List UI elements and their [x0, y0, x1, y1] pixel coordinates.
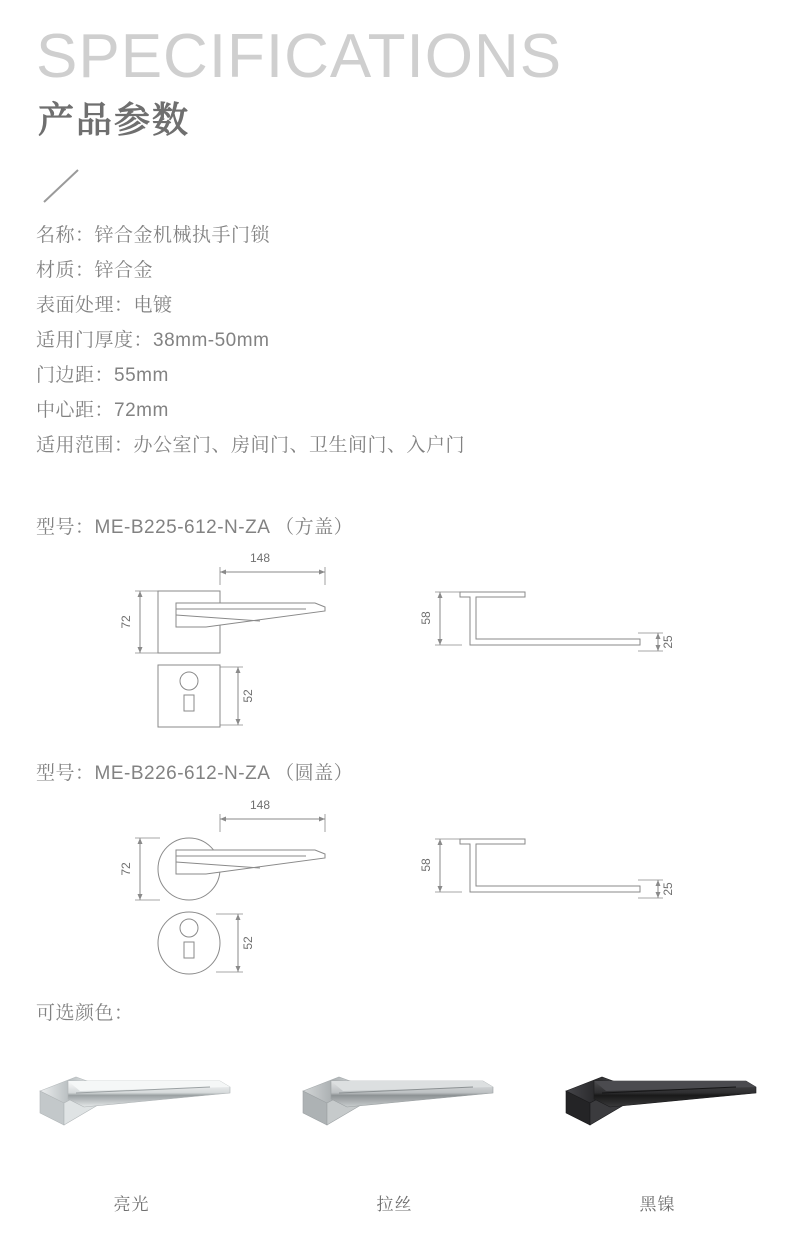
decorative-slash	[42, 168, 86, 204]
dim-lower-square: 52	[241, 689, 255, 703]
dim-width-round: 148	[249, 798, 271, 812]
dim-side-height-square: 58	[419, 611, 433, 625]
model-label-round: 型号：ME-B226-612-N-ZA （圆盖）	[36, 763, 354, 784]
available-colors-label: 可选颜色：	[36, 1003, 134, 1024]
page-title-chinese: 产品参数	[38, 99, 191, 140]
color-option-polished[interactable]	[0, 1036, 263, 1215]
spec-item-backset: 门边距：55mm	[36, 365, 169, 386]
technical-drawing-round	[110, 792, 690, 982]
technical-drawing-square	[110, 545, 690, 735]
dim-side-height-round: 58	[419, 858, 433, 872]
spec-item-application: 适用范围：办公室门、房间门、卫生间门、入户门	[36, 435, 466, 456]
specification-list	[36, 218, 736, 463]
color-name-black-nickel: 黑镍	[639, 1195, 676, 1214]
handle-image-polished	[0, 1036, 263, 1156]
handle-image-brushed	[263, 1036, 526, 1156]
handle-image-black-nickel	[526, 1036, 789, 1156]
color-name-polished: 亮光	[113, 1195, 150, 1214]
spec-item-name: 名称：锌合金机械执手门锁	[36, 225, 271, 246]
spec-item-center-distance: 中心距：72mm	[36, 400, 169, 421]
model-label-square: 型号：ME-B225-612-N-ZA （方盖）	[36, 517, 354, 538]
color-option-black-nickel[interactable]	[526, 1036, 789, 1215]
dim-width-square: 148	[249, 551, 271, 565]
spec-item-material: 材质：锌合金	[36, 260, 154, 281]
dim-height-square: 72	[119, 615, 133, 629]
spec-item-surface: 表面处理：电镀	[36, 295, 173, 316]
dim-lower-round: 52	[241, 936, 255, 950]
dim-height-round: 72	[119, 862, 133, 876]
page-title-english: SPECIFICATIONS	[36, 22, 563, 91]
dim-side-depth-square: 25	[661, 635, 675, 649]
color-swatch-row	[0, 1036, 790, 1215]
color-name-brushed: 拉丝	[376, 1195, 413, 1214]
dim-side-depth-round: 25	[661, 882, 675, 896]
spec-item-door-thickness: 适用门厚度：38mm-50mm	[36, 330, 270, 351]
color-option-brushed[interactable]	[263, 1036, 526, 1215]
